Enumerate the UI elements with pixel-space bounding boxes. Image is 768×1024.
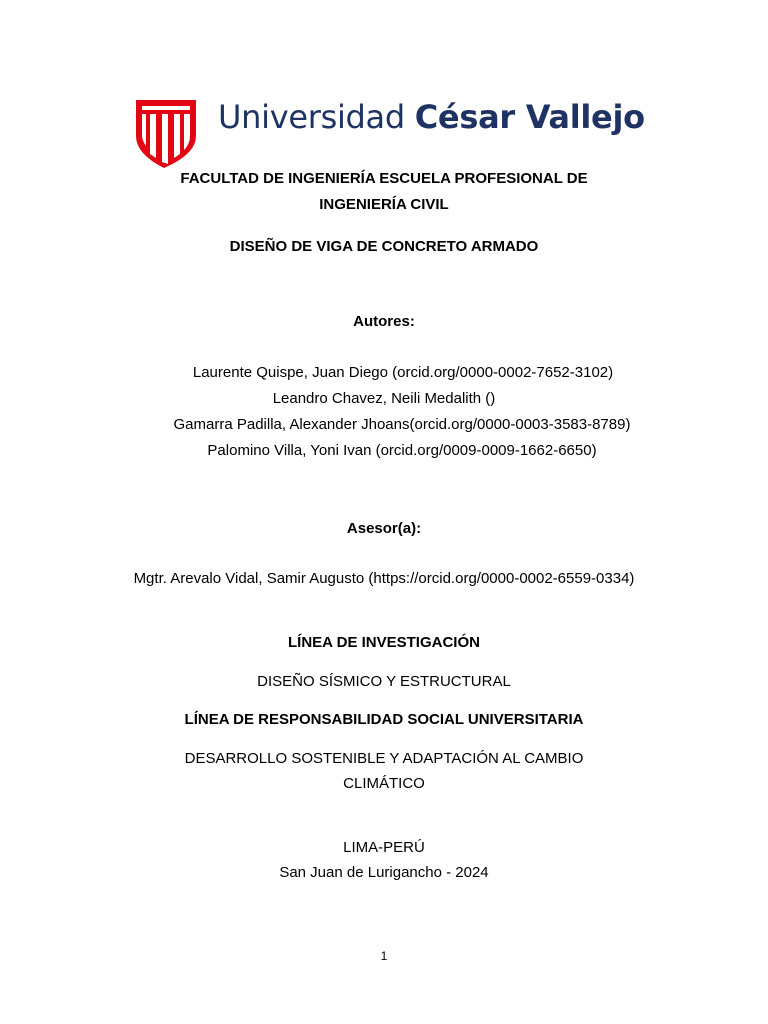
university-shield-icon <box>134 96 198 170</box>
authors-heading: Autores: <box>353 313 415 330</box>
page-number: 1 <box>380 949 388 963</box>
location-place-year: San Juan de Lurigancho - 2024 <box>279 864 489 881</box>
location-city: LIMA-PERÚ <box>343 839 425 856</box>
research-line-value: DISEÑO SÍSMICO Y ESTRUCTURAL <box>257 673 511 690</box>
author-3: Gamarra Padilla, Alexander Jhoans(orcid.org/0000-0003-3583-8789) <box>173 416 631 433</box>
social-line-value-1: DESARROLLO SOSTENIBLE Y ADAPTACIÓN AL CAMBIO <box>184 750 584 767</box>
wordmark-regular: Universidad <box>218 98 415 136</box>
advisor-name: Mgtr. Arevalo Vidal, Samir Augusto (https://orcid.org/0000-0002-6559-0334) <box>133 570 635 587</box>
author-1: Laurente Quispe, Juan Diego (orcid.org/0000-0002-7652-3102) <box>192 364 614 381</box>
university-logo <box>134 96 646 170</box>
faculty-line-1: FACULTAD DE INGENIERÍA ESCUELA PROFESIONAL DE <box>180 170 588 187</box>
university-wordmark <box>218 98 645 136</box>
author-2: Leandro Chavez, Neili Medalith () <box>272 390 496 407</box>
document-title: DISEÑO DE VIGA DE CONCRETO ARMADO <box>229 238 539 255</box>
advisor-heading: Asesor(a): <box>346 520 422 537</box>
wordmark-bold: César Vallejo <box>414 98 645 136</box>
faculty-line-2: INGENIERÍA CIVIL <box>319 196 449 213</box>
author-4: Palomino Villa, Yoni Ivan (orcid.org/0009-0009-1662-6650) <box>207 442 597 459</box>
social-line-heading: LÍNEA DE RESPONSABILIDAD SOCIAL UNIVERSITARIA <box>184 711 584 728</box>
social-line-value-2: CLIMÁTICO <box>343 775 425 792</box>
research-line-heading: LÍNEA DE INVESTIGACIÓN <box>288 634 480 651</box>
